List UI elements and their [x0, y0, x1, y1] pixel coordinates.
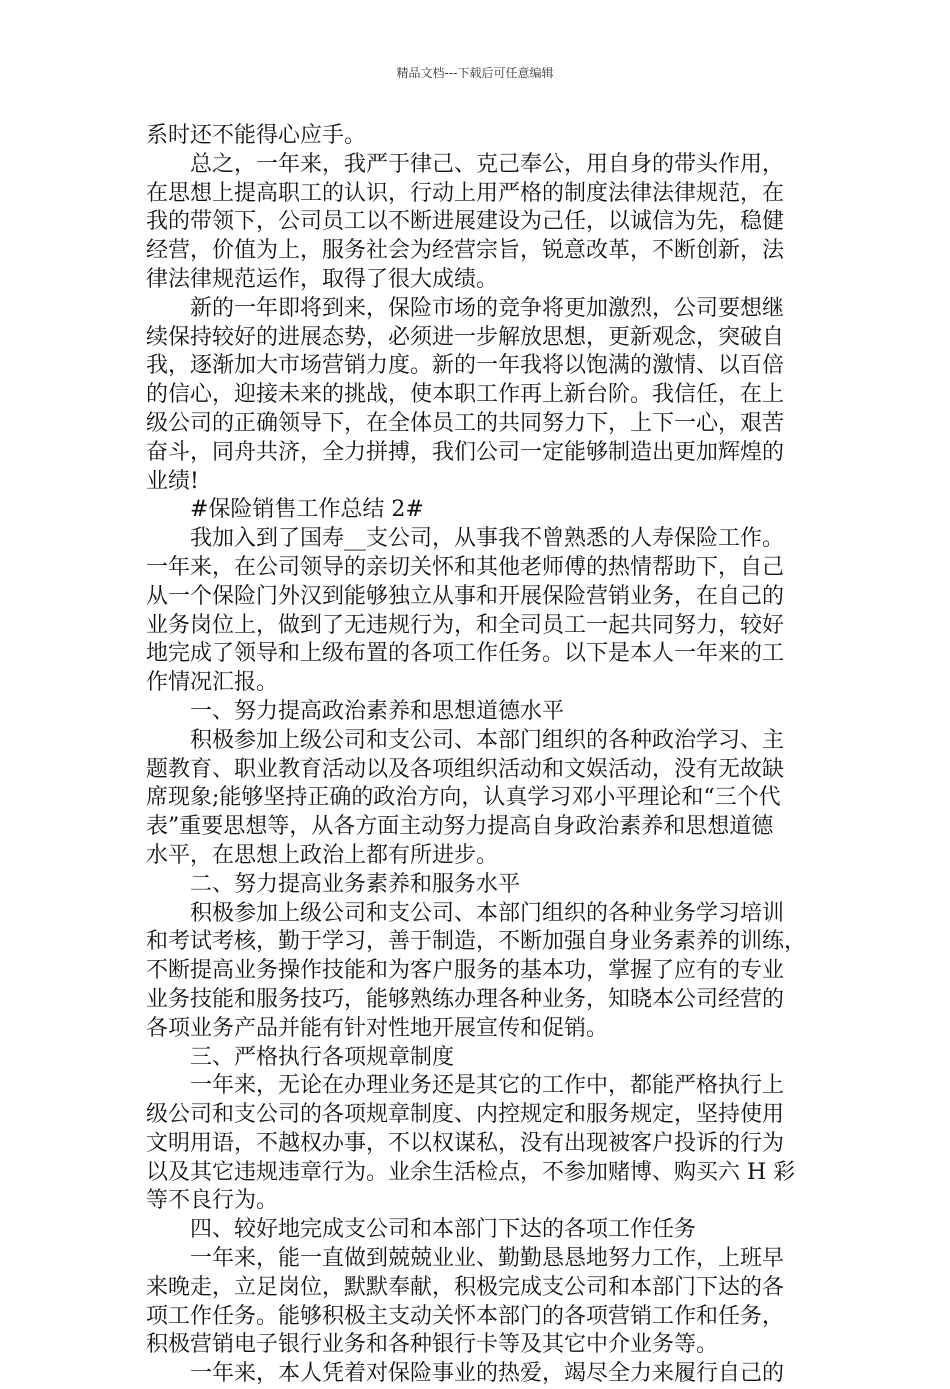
text-line: 新的一年即将到来，保险市场的竞争将更加激烈，公司要想继 — [190, 295, 785, 321]
text-line: 级公司和支公司的各项规章制度、内控规定和服务规定，坚持使用 — [146, 1102, 785, 1128]
document-body — [146, 122, 810, 1389]
text-line: 作情况汇报。 — [146, 670, 279, 696]
text-line: 地完成了领导和上级布置的各项工作任务。以下是本人一年来的工 — [146, 641, 785, 667]
text-line: 一、努力提高政治素养和思想道德水平 — [190, 698, 565, 724]
text-line: 二、努力提高业务素养和服务水平 — [190, 871, 521, 897]
text-line: 四、较好地完成支公司和本部门下达的各项工作任务 — [190, 1217, 697, 1243]
text-line: 和考试考核，勤于学习，善于制造，不断加强自身业务素养的训练， — [146, 929, 807, 955]
text-line: 的信心，迎接未来的挑战，使本职工作再上新台阶。我信任，在上 — [146, 382, 785, 408]
text-line: 水平，在思想上政治上都有所进步。 — [146, 842, 499, 868]
text-line: 题教育、职业教育活动以及各项组织活动和文娱活动，没有无故缺 — [146, 756, 785, 782]
text-line: 级公司的正确领导下，在全体员工的共同努力下，上下一心，艰苦 — [146, 410, 785, 436]
text-line: 等不良行为。 — [146, 1188, 279, 1214]
text-line: 一年来，本人凭着对保险事业的热爱，竭尽全力来履行自己的 — [190, 1361, 785, 1387]
text-line: 不断提高业务操作技能和为客户服务的基本功，掌握了应有的专业 — [146, 958, 785, 984]
text-line: 文明用语，不越权办事，不以权谋私，没有出现被客户投诉的行为 — [146, 1130, 785, 1156]
text-line: 律法律规范运作，取得了很大成绩。 — [146, 266, 499, 292]
text-line: 奋斗，同舟共济，全力拼搏，我们公司一定能够制造出更加辉煌的 — [146, 439, 785, 465]
text-line: 我加入到了国寿__支公司，从事我不曾熟悉的人寿保险工作。 — [190, 526, 785, 552]
page-header: 精品文档---下载后可任意编辑 — [396, 66, 554, 80]
text-line: 以及其它违规违章行为。业余生活检点，不参加赌博、购买六 H 彩 — [146, 1159, 796, 1185]
text-line: 总之，一年来，我严于律己、克己奉公，用自身的带头作用， — [190, 151, 785, 177]
text-line: 一年来，无论在办理业务还是其它的工作中，都能严格执行上 — [190, 1073, 785, 1099]
text-line: 从一个保险门外汉到能够独立从事和开展保险营销业务，在自己的 — [146, 583, 785, 609]
text-line: 一年来，能一直做到兢兢业业、勤勤恳恳地努力工作，上班早 — [190, 1246, 785, 1272]
text-line: 在思想上提高职工的认识，行动上用严格的制度法律法律规范，在 — [146, 180, 785, 206]
text-line: 业务岗位上，做到了无违规行为，和全司员工一起共同努力，较好 — [146, 612, 785, 638]
text-line: 业绩! — [146, 468, 199, 494]
text-line: 系时还不能得心应手。 — [146, 123, 367, 148]
text-line: 积极营销电子银行业务和各种银行卡等及其它中介业务等。 — [146, 1332, 719, 1358]
text-line: 各项业务产品并能有针对性地开展宣传和促销。 — [146, 1015, 609, 1041]
text-line: 积极参加上级公司和支公司、本部门组织的各种业务学习培训 — [190, 900, 785, 926]
text-line: 三、严格执行各项规章制度 — [190, 1044, 455, 1070]
text-line: #保险销售工作总结 2# — [190, 497, 424, 523]
text-line: 我的带领下，公司员工以不断进展建设为己任，以诚信为先，稳健 — [146, 209, 785, 235]
text-line: 席现象;能够坚持正确的政治方向，认真学习邓小平理论和“三个代 — [146, 785, 781, 811]
text-line: 表”重要思想等，从各方面主动努力提高自身政治素养和思想道德 — [146, 814, 774, 840]
text-line: 经营，价值为上，服务社会为经营宗旨，锐意改革，不断创新，法 — [146, 238, 785, 264]
text-line: 一年来，在公司领导的亲切关怀和其他老师傅的热情帮助下，自己 — [146, 554, 785, 580]
text-line: 我，逐渐加大市场营销力度。新的一年我将以饱满的激情、以百倍 — [146, 353, 785, 379]
text-line: 积极参加上级公司和支公司、本部门组织的各种政治学习、主 — [190, 727, 785, 753]
text-line: 续保持较好的进展态势，必须进一步解放思想，更新观念，突破自 — [146, 324, 785, 350]
text-line: 业务技能和服务技巧，能够熟练办理各种业务，知晓本公司经营的 — [146, 986, 785, 1012]
text-line: 来晚走，立足岗位，默默奉献，积极完成支公司和本部门下达的各 — [146, 1274, 785, 1300]
text-line: 项工作任务。能够积极主支动关怀本部门的各项营销工作和任务， — [146, 1303, 785, 1329]
